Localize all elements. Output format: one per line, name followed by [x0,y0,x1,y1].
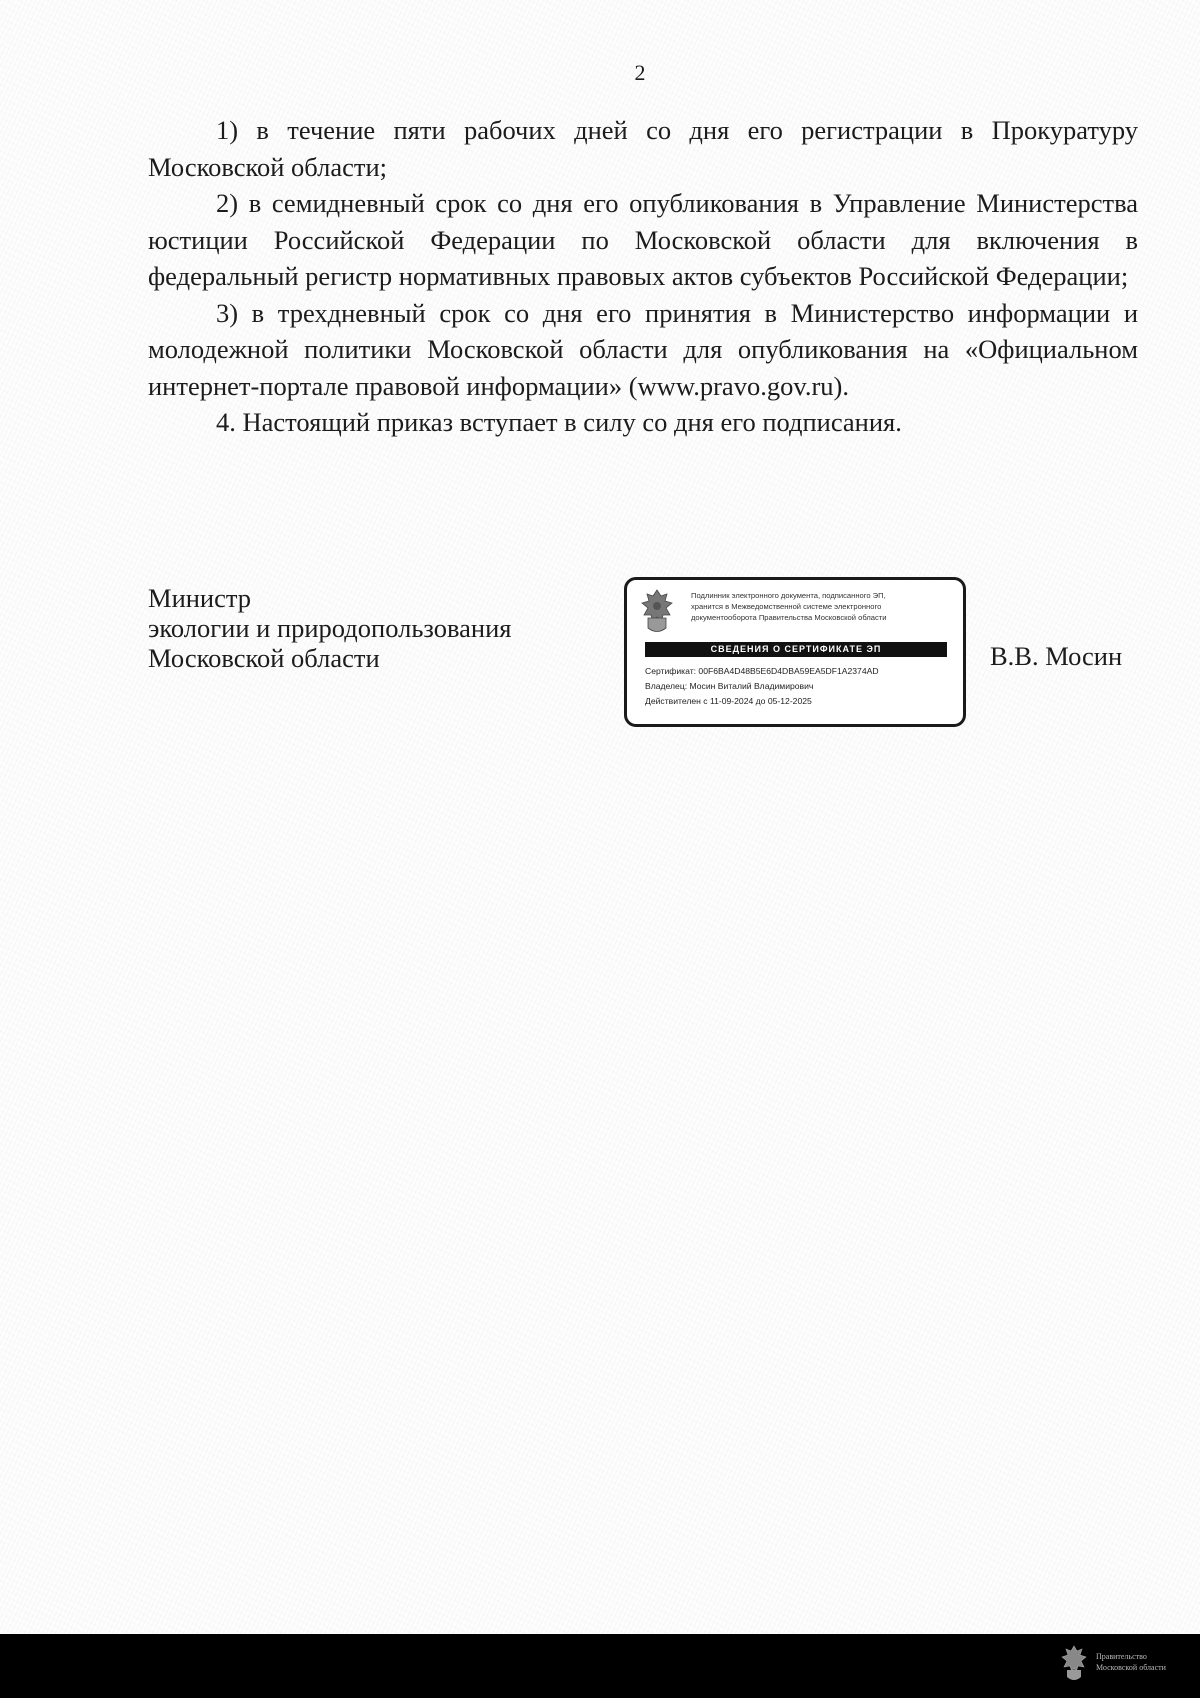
footer-bar [0,1634,1200,1698]
coat-of-arms-icon [637,588,677,636]
footer-logo-text [1096,1651,1196,1673]
paragraph-4: 4. Настоящий приказ вступает в силу со дня его подписания. [216,407,902,437]
signer-name: В.В. Мосин [990,641,1123,671]
stamp-details [645,664,955,709]
paragraph-1: 1) в течение пяти рабочих дней со дня его регистрации в Прокуратуру Московской области; [148,115,1138,182]
coat-of-arms-icon [1060,1644,1088,1684]
paragraph-3: 3) в трехдневный срок со дня его принятия в Министерство информации и молодежной политики Московской области для опубликования на «Официальном интернет-портале правовой информации» (www.pravo.gov.ru). [148,297,1138,401]
signer-position [148,583,511,673]
document-body [148,112,1138,441]
footer-logo-line: Московской области [1096,1663,1166,1672]
electronic-signature-stamp [624,577,966,727]
stamp-header [691,590,961,623]
certificate-number: Сертификат: 00F6BA4D48B5E6D4DBA59EA5DF1A2374AD [645,666,879,676]
stamp-header-line: документооборота Правительства Московской области [691,613,887,622]
signer-position-line: экологии и природопользования [148,613,512,643]
paragraph-2: 2) в семидневный срок со дня его опубликования в Управление Министерства юстиции Российской Федерации по Московской области для включения в федеральный регистр нормативных правовых актов субъектов Российской Федерации; [148,188,1138,291]
certificate-validity: Действителен с 11-09-2024 до 05-12-2025 [645,696,812,706]
certificate-owner: Владелец: Мосин Виталий Владимирович [645,681,814,691]
page-number: 2 [634,60,646,85]
signer-position-line: Министр [148,583,252,613]
footer-logo-line: Правительство [1096,1652,1147,1661]
signer-position-line: Московской области [148,643,380,673]
stamp-title-bar: СВЕДЕНИЯ О СЕРТИФИКАТЕ ЭП [645,642,947,657]
stamp-header-line: Подлинник электронного документа, подписанного ЭП, [691,591,886,600]
stamp-header-line: хранится в Межведомственной системе электронного [691,602,882,611]
